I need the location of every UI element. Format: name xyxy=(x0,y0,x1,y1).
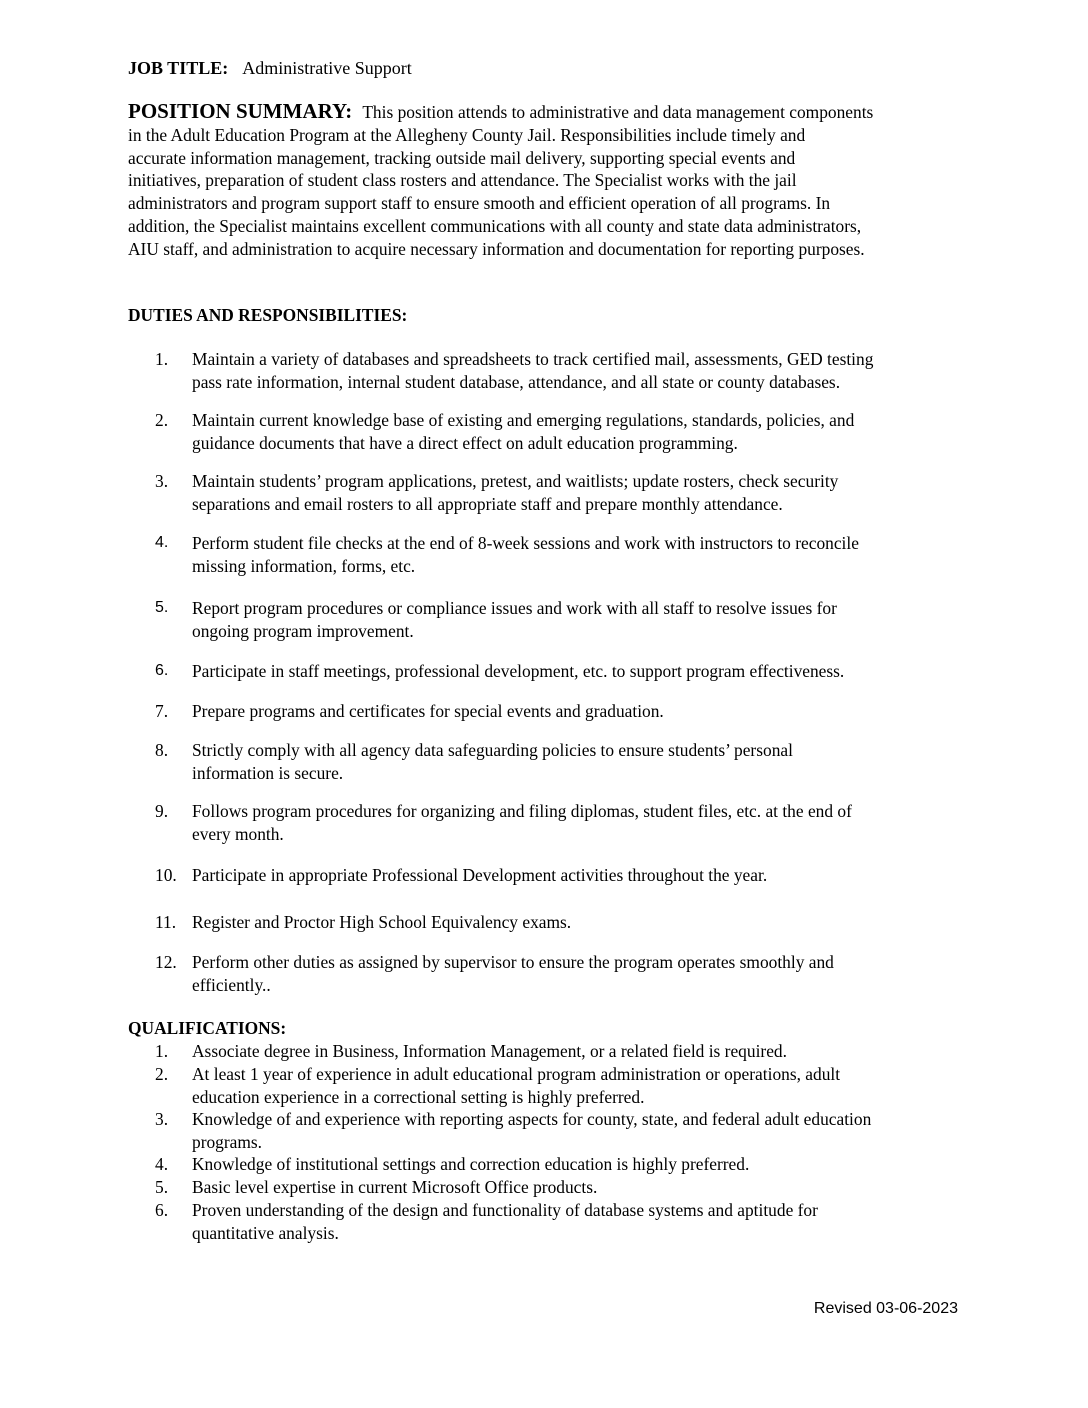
position-summary xyxy=(128,100,968,261)
summary-line: administrators and program support staff to ensure smooth and efficient operation of all programs. In xyxy=(128,193,831,214)
qualification-number: 1. xyxy=(155,1041,169,1061)
duty-number: 1. xyxy=(155,349,169,369)
duty-number: 11. xyxy=(155,912,177,932)
duty-line: pass rate information, internal student database, attendance, and all state or county databases. xyxy=(192,371,841,392)
duty-line: Strictly comply with all agency data safeguarding policies to ensure students’ personal xyxy=(192,740,793,760)
duty-number: 12. xyxy=(155,952,177,972)
qualification-line: Knowledge of institutional settings and correction education is highly preferred. xyxy=(192,1154,750,1174)
duty-number: 10. xyxy=(155,865,177,885)
qualification-line: Basic level expertise in current Microsoft Office products. xyxy=(192,1177,598,1197)
job-title-value: Administrative Support xyxy=(242,58,412,78)
duty-line: Maintain current knowledge base of existing and emerging regulations, standards, policies, and xyxy=(192,410,855,430)
duty-number: 9. xyxy=(155,801,169,821)
duty-line: guidance documents that have a direct effect on adult education programming. xyxy=(192,432,738,453)
qualification-number: 2. xyxy=(155,1064,169,1084)
job-title-label: JOB TITLE: xyxy=(128,58,229,78)
duty-line: Perform student file checks at the end of 8-week sessions and work with instructors to reconcile xyxy=(192,533,859,553)
summary-line: AIU staff, and administration to acquire necessary information and documentation for reporting purposes. xyxy=(128,238,865,259)
duties-heading: DUTIES AND RESPONSIBILITIES: xyxy=(128,305,408,325)
duty-line: Follows program procedures for organizing and filing diplomas, student files, etc. at the end of xyxy=(192,801,852,821)
duty-line: information is secure. xyxy=(192,762,344,783)
qualification-line: education experience in a correctional setting is highly preferred. xyxy=(192,1086,645,1107)
duty-line: Prepare programs and certificates for special events and graduation. xyxy=(192,701,664,721)
duty-line: Maintain students’ program applications, pretest, and waitlists; update rosters, check security xyxy=(192,471,839,491)
duty-number: 5. xyxy=(155,599,169,616)
qualification-line: quantitative analysis. xyxy=(192,1222,339,1243)
duty-line: efficiently.. xyxy=(192,974,271,995)
duty-line: ongoing program improvement. xyxy=(192,620,414,641)
duty-number: 3. xyxy=(155,471,169,491)
summary-line: initiatives, preparation of student class rosters and attendance. The Specialist works with the jail xyxy=(128,170,797,191)
duty-number: 2. xyxy=(155,410,169,430)
summary-line: addition, the Specialist maintains excellent communications with all county and state data administrators, xyxy=(128,215,862,236)
position-summary-label: POSITION SUMMARY: xyxy=(128,99,353,123)
qualification-line: Proven understanding of the design and functionality of database systems and aptitude for xyxy=(192,1200,818,1220)
duty-line: missing information, forms, etc. xyxy=(192,555,416,576)
qualification-number: 3. xyxy=(155,1109,169,1129)
duty-line: Participate in staff meetings, professional development, etc. to support program effectiveness. xyxy=(192,661,845,681)
duty-number: 4. xyxy=(155,534,169,551)
revised-date: Revised 03-06-2023 xyxy=(813,1300,958,1317)
duty-number: 8. xyxy=(155,740,169,760)
qualification-line: Associate degree in Business, Information Management, or a related field is required. xyxy=(192,1041,787,1061)
duty-line: separations and email rosters to all appropriate staff and prepare monthly attendance. xyxy=(192,493,783,514)
duty-line: Participate in appropriate Professional Development activities throughout the year. xyxy=(192,865,768,885)
qualifications-heading: QUALIFICATIONS: xyxy=(128,1018,287,1038)
duty-line: Perform other duties as assigned by supervisor to ensure the program operates smoothly and xyxy=(192,952,834,972)
qualification-line: programs. xyxy=(192,1131,263,1152)
qualification-line: At least 1 year of experience in adult educational program administration or operations, adult xyxy=(192,1064,841,1084)
duty-line: Report program procedures or compliance issues and work with all staff to resolve issues for xyxy=(192,598,837,618)
duty-number: 7. xyxy=(155,701,169,721)
duty-line: Register and Proctor High School Equivalency exams. xyxy=(192,912,572,932)
qualification-number: 5. xyxy=(155,1177,169,1197)
duty-number: 6. xyxy=(155,662,169,679)
qualification-line: Knowledge of and experience with reporting aspects for county, state, and federal adult education xyxy=(192,1109,872,1129)
summary-line: This position attends to administrative and data management components xyxy=(362,102,874,122)
job-title xyxy=(128,56,412,80)
summary-line: accurate information management, tracking outside mail delivery, supporting special events and xyxy=(128,147,796,168)
duty-line: every month. xyxy=(192,823,284,844)
duty-line: Maintain a variety of databases and spreadsheets to track certified mail, assessments, GED testing xyxy=(192,349,874,369)
qualification-number: 4. xyxy=(155,1154,169,1174)
qualification-number: 6. xyxy=(155,1200,169,1220)
summary-line: in the Adult Education Program at the Allegheny County Jail. Responsibilities include timely and xyxy=(128,124,806,145)
